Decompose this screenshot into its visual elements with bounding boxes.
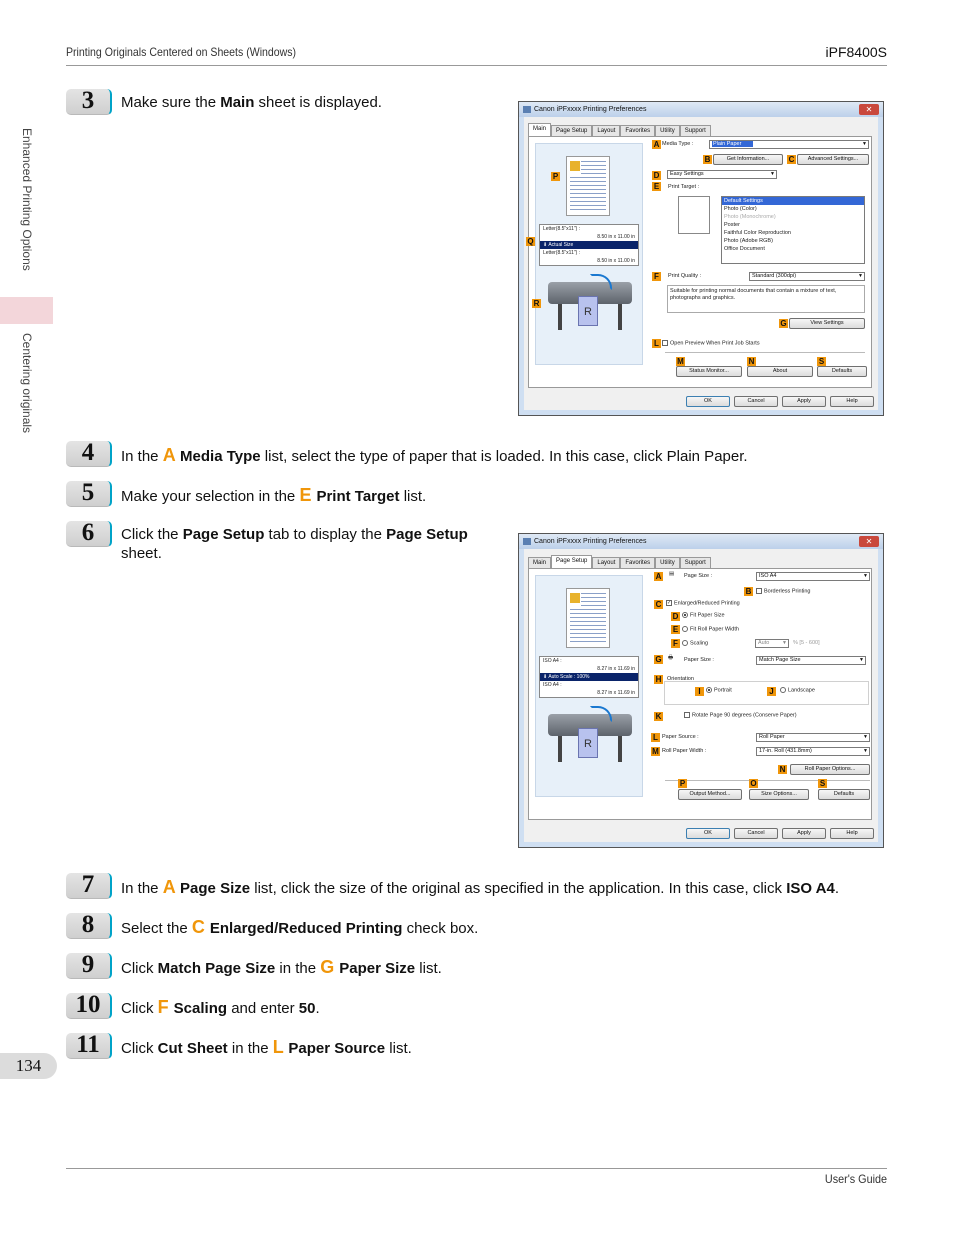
step-text xyxy=(121,1038,881,1058)
step-term: Paper Source xyxy=(288,1040,386,1057)
step-phrase: Click xyxy=(121,960,158,977)
callout-l: L xyxy=(652,339,661,348)
step-term: Page Size xyxy=(180,880,251,897)
callout-marker: L xyxy=(272,1037,289,1057)
paper-source-select[interactable]: Roll Paper ▼ xyxy=(756,733,870,742)
ok-button[interactable]: OK xyxy=(686,828,730,839)
callout-a: A xyxy=(655,572,662,581)
dialog-title-bar xyxy=(519,102,883,117)
step-text xyxy=(121,918,881,938)
tab-layout[interactable]: Layout xyxy=(592,125,620,136)
fit-roll-width-label: Fit Roll Paper Width xyxy=(690,626,739,633)
advanced-settings-button[interactable]: Advanced Settings... xyxy=(797,154,869,165)
list-item[interactable]: Default Settings xyxy=(722,197,864,205)
printer-icon xyxy=(523,538,531,545)
paper-preview xyxy=(566,156,610,216)
step-text xyxy=(121,958,881,978)
step-term: Media Type xyxy=(180,448,261,465)
portrait-radio[interactable] xyxy=(706,687,712,693)
dialog-body xyxy=(524,549,878,842)
step-badge: 11 xyxy=(66,1033,112,1059)
tab-page-setup[interactable]: Page Setup xyxy=(551,555,592,568)
defaults-button[interactable]: Defaults xyxy=(817,366,867,377)
tab-strip xyxy=(528,555,711,568)
open-preview-label: Open Preview When Print Job Starts xyxy=(670,340,760,347)
callout-i: I xyxy=(695,687,704,696)
printing-preferences-page-setup-dialog xyxy=(518,533,884,848)
callout-marker: G xyxy=(320,957,340,977)
print-target-thumbnail xyxy=(678,196,710,234)
print-preview-pane xyxy=(535,575,643,797)
step-phrase: in the xyxy=(227,1040,273,1057)
step-phrase: sheet is displayed. xyxy=(254,94,382,111)
page-size-select[interactable]: ISO A4 ▼ xyxy=(756,572,870,581)
divider xyxy=(665,780,870,781)
media-type-select[interactable]: Plain Paper ▼ xyxy=(709,140,869,149)
paper-size-select[interactable]: Match Page Size ▼ xyxy=(756,656,866,665)
step-phrase: list, select the type of paper that is loaded. In this case, click Plain Paper. xyxy=(260,448,748,465)
rotate-page-label: Rotate Page 90 degrees (Conserve Paper) xyxy=(692,712,797,719)
step-phrase: . xyxy=(315,1000,320,1017)
get-information-button[interactable]: Get Information... xyxy=(713,154,783,165)
list-item[interactable]: Photo (Color) xyxy=(724,206,757,212)
tab-layout[interactable]: Layout xyxy=(592,557,620,568)
help-button[interactable]: Help xyxy=(830,396,874,407)
divider xyxy=(665,352,865,353)
print-target-list[interactable] xyxy=(721,196,865,264)
close-icon[interactable]: ✕ xyxy=(859,104,879,115)
rotate-page-option[interactable] xyxy=(684,712,797,718)
step-badge: 9 xyxy=(66,953,112,979)
tab-support[interactable]: Support xyxy=(680,125,711,136)
printer-illustration: R xyxy=(544,706,636,766)
step-term: Print Target xyxy=(316,488,400,505)
media-type-label: Media Type : xyxy=(662,141,694,147)
dialog-title: Canon iPFxxxx Printing Preferences xyxy=(534,106,647,113)
step-phrase: Click xyxy=(121,1040,158,1057)
callout-j: J xyxy=(767,687,776,696)
step-text xyxy=(121,446,881,466)
step-text xyxy=(121,998,881,1018)
enlarged-reduced-checkbox[interactable]: ✓ xyxy=(667,600,672,606)
step-term: Page Setup xyxy=(182,526,265,543)
paper-size-label: Paper Size : xyxy=(684,657,714,663)
callout-s: S xyxy=(819,779,826,788)
callout-o: O xyxy=(750,779,757,788)
help-button[interactable]: Help xyxy=(830,828,874,839)
callout-d: D xyxy=(653,171,660,180)
page-number: 134 xyxy=(0,1053,57,1079)
callout-n: N xyxy=(748,357,755,366)
callout-q: Q xyxy=(527,237,534,246)
callout-b: B xyxy=(704,155,711,164)
step-phrase: Click the xyxy=(121,526,183,543)
step-phrase: list. xyxy=(385,1040,412,1057)
callout-s: S xyxy=(818,357,825,366)
callout-b: B xyxy=(745,587,752,596)
footer-guide: User's Guide xyxy=(824,1172,887,1186)
step-phrase: and enter xyxy=(227,1000,299,1017)
scaling-label: Scaling xyxy=(690,640,709,647)
tab-utility[interactable]: Utility xyxy=(655,557,680,568)
step-term: 50 xyxy=(298,1000,316,1017)
step-badge: 7 xyxy=(66,873,112,899)
callout-d: D xyxy=(672,612,679,621)
step-phrase: list. xyxy=(415,960,442,977)
output-method-button[interactable]: Output Method... xyxy=(678,789,742,800)
rotate-page-checkbox[interactable] xyxy=(684,712,690,718)
tab-strip xyxy=(528,123,711,136)
step-phrase: Select the xyxy=(121,920,192,937)
list-item[interactable]: Poster xyxy=(724,222,740,228)
printing-preferences-main-dialog xyxy=(518,101,884,416)
paper-size-icon: 🖶 xyxy=(668,655,674,661)
printer-icon xyxy=(523,106,531,113)
dialog-body xyxy=(524,117,878,410)
footer-rule xyxy=(66,1168,887,1169)
scaling-option[interactable] xyxy=(682,640,708,646)
fit-paper-size-option[interactable] xyxy=(682,612,725,618)
apply-button[interactable]: Apply xyxy=(782,396,826,407)
settings-mode-select[interactable]: Easy Settings ▼ xyxy=(667,170,777,179)
tab-page-setup[interactable]: Page Setup xyxy=(551,125,592,136)
step-text xyxy=(121,486,881,506)
step-text xyxy=(121,93,491,112)
step-phrase: In the xyxy=(121,448,163,465)
callout-k: K xyxy=(655,712,662,721)
step-phrase: Click xyxy=(121,1000,158,1017)
open-preview-option[interactable] xyxy=(662,340,760,346)
borderless-option[interactable] xyxy=(756,588,810,594)
callout-g: G xyxy=(780,319,787,328)
orientation-label: Orientation xyxy=(667,676,694,682)
callout-c: C xyxy=(788,155,795,164)
scaling-radio[interactable] xyxy=(682,640,688,646)
callout-m: M xyxy=(652,747,659,756)
portrait-option[interactable] xyxy=(706,687,732,693)
tab-favorites[interactable]: Favorites xyxy=(620,557,655,568)
about-button[interactable]: About xyxy=(747,366,813,377)
step-text xyxy=(121,525,491,563)
print-target-description: Suitable for printing normal documents that contain a mixture of text, photographs and graphics. xyxy=(667,285,865,313)
roll-paper-width-label: Roll Paper Width : xyxy=(662,748,707,754)
step-term: Cut Sheet xyxy=(157,1040,228,1057)
paper-preview xyxy=(566,588,610,648)
step-phrase: In the xyxy=(121,880,163,897)
step-badge: 4 xyxy=(66,441,112,467)
open-preview-checkbox[interactable] xyxy=(662,340,668,346)
roll-paper-width-select[interactable]: 17-in. Roll (431.8mm) ▼ xyxy=(756,747,870,756)
list-item[interactable]: Photo (Monochrome) xyxy=(724,214,776,220)
enlarged-reduced-label: Enlarged/Reduced Printing xyxy=(674,600,740,607)
tab-favorites[interactable]: Favorites xyxy=(620,125,655,136)
list-item[interactable]: Photo (Adobe RGB) xyxy=(724,238,773,244)
size-options-button[interactable]: Size Options... xyxy=(749,789,809,800)
printer-illustration: R xyxy=(544,274,636,334)
running-header-model: iPF8400S xyxy=(825,44,887,60)
callout-e: E xyxy=(653,182,660,191)
borderless-label: Borderless Printing xyxy=(764,588,811,595)
defaults-button[interactable]: Defaults xyxy=(818,789,870,800)
callout-marker: A xyxy=(162,445,181,465)
scaling-range: % [5 - 600] xyxy=(793,640,820,646)
status-monitor-button[interactable]: Status Monitor... xyxy=(676,366,742,377)
step-phrase: sheet. xyxy=(121,545,162,562)
scaling-stepper[interactable]: Auto ▼ xyxy=(755,639,789,648)
print-quality-label: Print Quality : xyxy=(668,273,702,279)
callout-n: N xyxy=(779,765,786,774)
step-term: Main xyxy=(220,94,255,111)
landscape-label: Landscape xyxy=(788,687,815,694)
tab-main[interactable]: Main xyxy=(528,557,551,568)
page-setup-sheet xyxy=(528,568,872,820)
enlarged-reduced-option[interactable] xyxy=(666,600,740,606)
running-header-title: Printing Originals Centered on Sheets (Windows) xyxy=(66,45,297,59)
step-text xyxy=(121,878,881,898)
step-phrase: check box. xyxy=(402,920,479,937)
step-phrase: in the xyxy=(275,960,321,977)
dialog-title: Canon iPFxxxx Printing Preferences xyxy=(534,538,647,545)
callout-e: E xyxy=(672,625,679,634)
step-badge: 3 xyxy=(66,89,112,115)
callout-r: R xyxy=(533,299,540,308)
step-phrase: list. xyxy=(399,488,427,505)
tab-utility[interactable]: Utility xyxy=(655,125,680,136)
callout-c: C xyxy=(655,600,662,609)
step-term: Page Setup xyxy=(386,526,468,543)
callout-marker: E xyxy=(299,485,317,505)
tab-main[interactable]: Main xyxy=(528,123,551,136)
callout-a: A xyxy=(653,140,660,149)
callout-g: G xyxy=(655,655,662,664)
callout-marker: F xyxy=(157,997,174,1017)
tab-support[interactable]: Support xyxy=(680,557,711,568)
borderless-checkbox[interactable] xyxy=(756,588,762,594)
fit-paper-size-radio[interactable] xyxy=(682,612,688,618)
print-quality-select[interactable]: Standard (300dpi) ▼ xyxy=(749,272,865,281)
step-term: Enlarged/Reduced Printing xyxy=(209,920,403,937)
step-badge: 8 xyxy=(66,913,112,939)
sidebar-chapter: Enhanced Printing Options xyxy=(20,128,34,271)
fit-roll-width-radio[interactable] xyxy=(682,626,688,632)
callout-p: P xyxy=(552,172,559,181)
callout-f: F xyxy=(652,272,661,281)
callout-l: L xyxy=(651,733,660,742)
cancel-button[interactable]: Cancel xyxy=(734,396,778,407)
step-phrase: Make your selection in the xyxy=(121,488,300,505)
header-rule xyxy=(66,65,887,66)
callout-h: H xyxy=(655,675,662,684)
step-phrase: Make sure the xyxy=(121,94,221,111)
callout-marker: A xyxy=(162,877,181,897)
view-settings-button[interactable]: View Settings xyxy=(789,318,865,329)
step-phrase: tab to display the xyxy=(264,526,387,543)
apply-button[interactable]: Apply xyxy=(782,828,826,839)
step-term: Paper Size xyxy=(339,960,416,977)
main-sheet xyxy=(528,136,872,388)
step-term: Scaling xyxy=(173,1000,228,1017)
list-item[interactable]: Faithful Color Reproduction xyxy=(724,230,791,236)
portrait-label: Portrait xyxy=(714,687,732,694)
fit-paper-size-label: Fit Paper Size xyxy=(690,612,725,619)
size-info-box: Letter(8.5"x11") : 8.50 in x 11.00 in ⬇ Actual Size Letter(8.5"x11") : 8.50 in x 11.00 in xyxy=(539,224,639,266)
fit-roll-width-option[interactable] xyxy=(682,626,739,632)
roll-paper-options-button[interactable]: Roll Paper Options... xyxy=(790,764,870,775)
callout-marker: C xyxy=(191,917,210,937)
cancel-button[interactable]: Cancel xyxy=(734,828,778,839)
ok-button[interactable]: OK xyxy=(686,396,730,407)
dialog-title-bar xyxy=(519,534,883,549)
close-icon[interactable]: ✕ xyxy=(859,536,879,547)
step-badge: 6 xyxy=(66,521,112,547)
step-term: ISO A4 xyxy=(786,880,835,897)
size-info-box: ISO A4 : 8.27 in x 11.69 in ⬇ Auto Scale : 100% ISO A4 : 8.27 in x 11.69 in xyxy=(539,656,639,698)
landscape-option[interactable] xyxy=(780,687,815,693)
page-size-icon: ▤ xyxy=(669,571,675,577)
step-badge: 10 xyxy=(66,993,112,1019)
sidebar-highlight xyxy=(0,297,53,324)
step-badge: 5 xyxy=(66,481,112,507)
callout-f: F xyxy=(671,639,680,648)
step-term: Match Page Size xyxy=(157,960,276,977)
list-item[interactable]: Office Document xyxy=(724,246,765,252)
callout-m: M xyxy=(677,357,684,366)
callout-p: P xyxy=(679,779,686,788)
sidebar-section: Centering originals xyxy=(20,333,34,434)
step-phrase: list, click the size of the original as specified in the application. In this case, click xyxy=(250,880,787,897)
paper-source-label: Paper Source : xyxy=(662,734,699,740)
page-size-label: Page Size : xyxy=(684,573,713,579)
landscape-radio[interactable] xyxy=(780,687,786,693)
step-phrase: . xyxy=(834,880,839,897)
print-target-label: Print Target : xyxy=(668,184,700,190)
